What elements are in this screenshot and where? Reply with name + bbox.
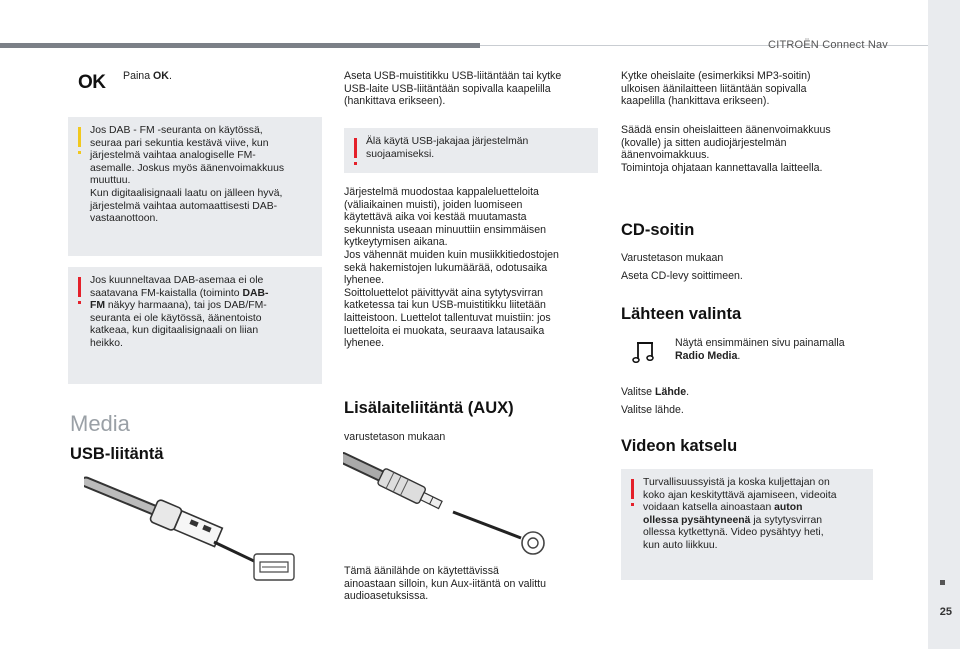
select-source-text: Valitse Lähde. xyxy=(621,386,690,398)
cd-heading: CD-soitin xyxy=(621,221,695,239)
music-note-icon xyxy=(632,340,658,366)
page-edge-strip xyxy=(928,0,960,649)
warning-note-usb-hub xyxy=(344,128,598,173)
warning-marker-icon xyxy=(354,138,357,158)
cd-trim-text: Varustetason mukaan xyxy=(621,252,724,264)
usb-heading: USB-liitäntä xyxy=(70,445,164,463)
header-bar xyxy=(0,43,480,48)
warning-note-text: Turvallisuussyistä ja koska kuljettajan on koko ajan keskityttävä ajamiseen, videoita voidaan katsella ainoastaan auton ollessa pysähtyneenä ja sytytysvirran ollessa kytkettynä. Video pysähtyy heti, kun auto liikkuu. xyxy=(643,477,837,551)
usb-connector-illustration xyxy=(84,472,300,584)
usb-intro-text: Aseta USB-muistitikku USB-liitäntään tai kytke USB-laite USB-liitäntään sopivalla kaapelilla (hankittava erikseen). xyxy=(344,70,562,108)
aux-trim-text: varustetason mukaan xyxy=(344,431,446,443)
info-note-text: Jos DAB - FM -seuranta on käytössä, seuraa pari sekuntia kestävä viive, kun järjestelmä vaihtaa analogiselle FM- asemalle. Joskus myös äänenvoimakkuus muuttuu. Kun digitaalisignaali laatu on jälleen hyvä, järjestelmä vaihtaa automaattisesti DAB- vastaanottoon. xyxy=(90,125,285,225)
header-title: CITROËN Connect Nav xyxy=(768,39,888,51)
aux-jack-illustration xyxy=(343,450,549,556)
warning-note-text: Älä käytä USB-jakajaa järjestelmän suojaamiseksi. xyxy=(366,136,529,160)
select-source-text-2: Valitse lähde. xyxy=(621,404,684,416)
warning-note-text: Jos kuunneltavaa DAB-asemaa ei ole saatavana FM-kaistalla (toiminto DAB- FM näkyy harmaana), tai jos DAB/FM- seuranta ei ole käytössä, äänentoisto katkeaa, kun digitaalisignaali on liian heikko. xyxy=(90,275,269,349)
ok-button-icon: OK xyxy=(78,72,106,93)
aux-connect-text: Kytke oheislaite (esimerkiksi MP3-soitin) ulkoisen äänilaitteen liitäntään sopivalla kaapelilla (hankittava erikseen). xyxy=(621,70,811,108)
page-dot xyxy=(940,580,945,585)
aux-heading: Lisälaiteliitäntä (AUX) xyxy=(344,399,514,417)
aux-volume-text: Säädä ensin oheislaitteen äänenvoimakkuus (kovalle) ja sitten audiojärjestelmän äänenvoimakkuus. Toimintoja ohjataan kannettavalla laitteella. xyxy=(621,124,831,174)
aux-availability-text: Tämä äänilähde on käytettävissä ainoastaan silloin, kun Aux-iitäntä on valittu audioasetuksissa. xyxy=(344,565,546,603)
warning-note-dab xyxy=(68,267,322,384)
video-heading: Videon katselu xyxy=(621,437,738,455)
playlist-text: Järjestelmä muodostaa kappaleluetteloita (väliaikainen muisti), joiden luomiseen käytettävä aika voi kestää muutamasta sekunnista useaan minuuttiin ensimmäisen kytkeytymisen aikana. Jos vähennät muiden kuin musiikkitiedostojen sekä hakemistojen lukumäärää, odotusaika lyhenee. Soittoluettelot päivittyvät aina sytytysvirran katketessa tai kun USB-muistitikku liitetään laitteistoon. Luettelot tallentuvat muistiin: jos luetteloita ei muokata, seuraava latausaika lyhenee. xyxy=(344,186,559,350)
source-heading: Lähteen valinta xyxy=(621,305,742,323)
cd-insert-text: Aseta CD-levy soittimeen. xyxy=(621,270,743,282)
warning-note-video xyxy=(621,469,873,580)
info-note-dab-fm xyxy=(68,117,322,256)
info-marker-icon xyxy=(78,127,81,147)
warning-marker-icon xyxy=(631,479,634,499)
ok-instruction: Paina OK. xyxy=(123,70,172,82)
source-instruction: Näytä ensimmäinen sivu painamalla Radio Media. xyxy=(675,337,845,362)
page-number: 25 xyxy=(939,606,952,618)
warning-marker-icon xyxy=(78,277,81,297)
media-heading: Media xyxy=(70,411,130,436)
